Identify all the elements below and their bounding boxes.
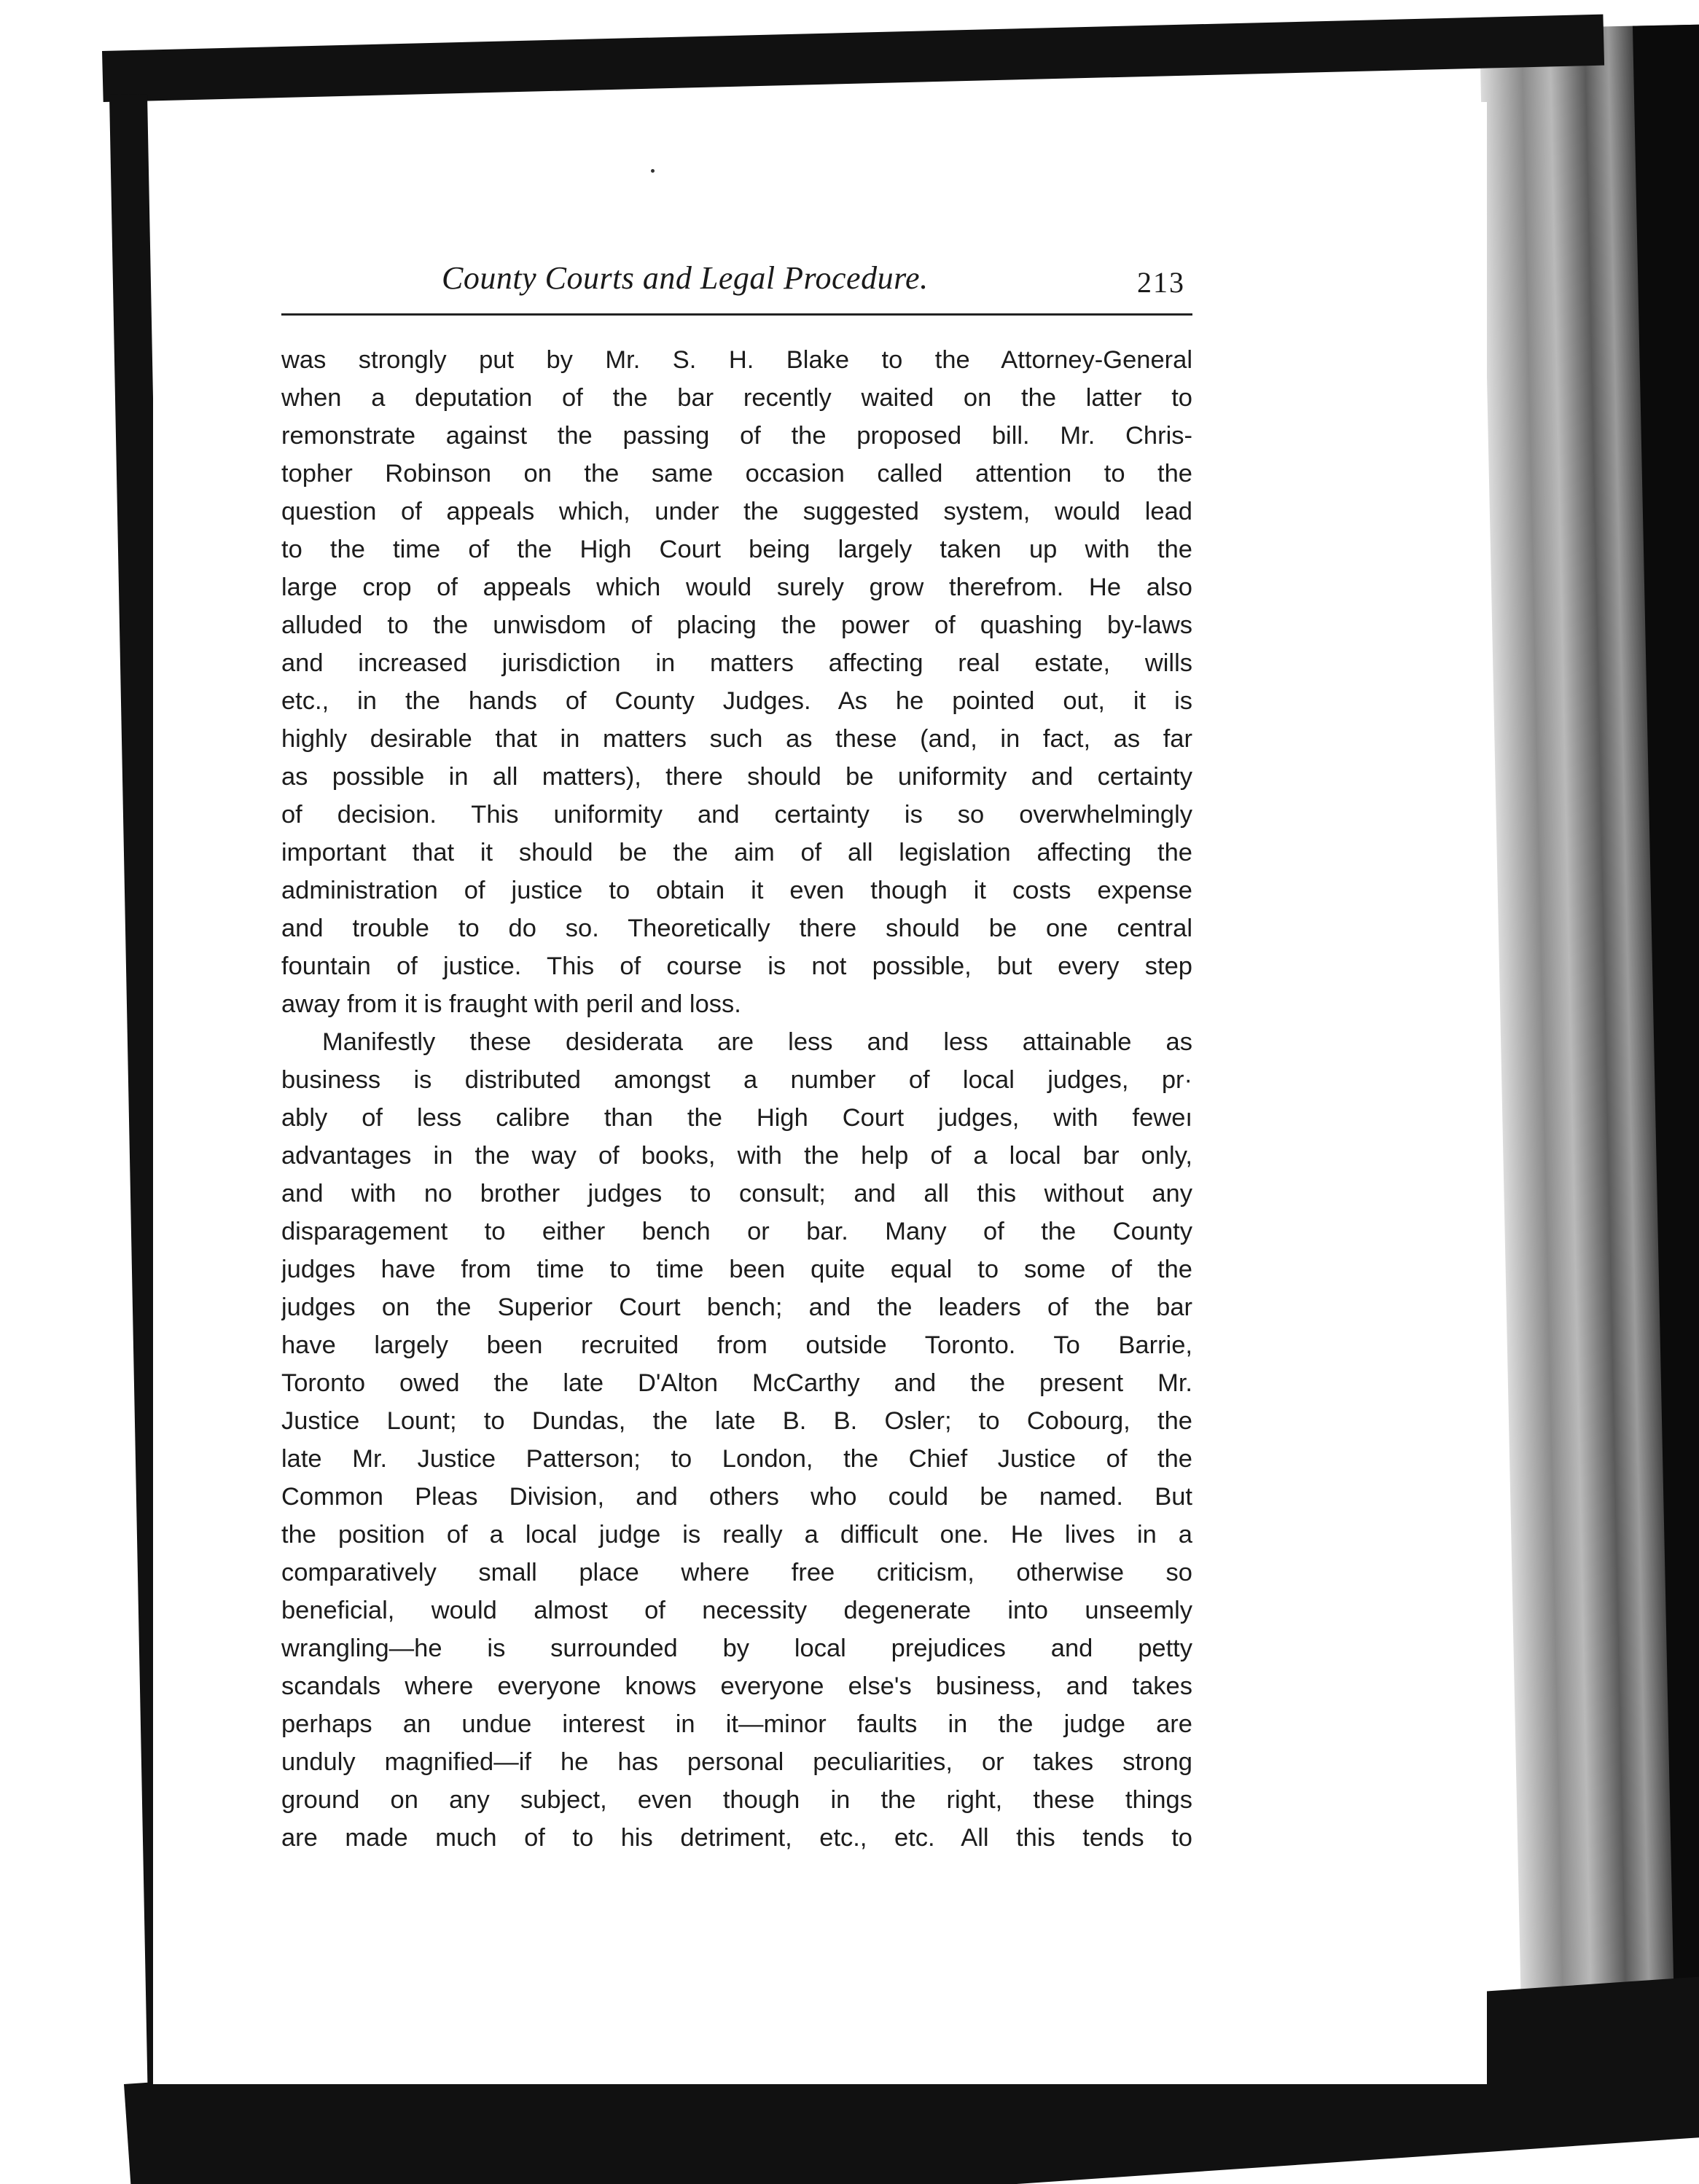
text-line: and with no brother judges to consult; and all this without any [281, 1180, 1192, 1208]
text-line: highly desirable that in matters such as these (and, in fact, as far [281, 725, 1192, 753]
text-line: advantages in the way of books, with the help of a local bar only, [281, 1142, 1192, 1170]
text-line: topher Robinson on the same occasion called attention to the [281, 460, 1192, 488]
paragraph-start-line: Manifestly these desiderata are less and less attainable as [322, 1028, 1192, 1056]
text-line: unduly magnified—if he has personal peculiarities, or takes strong [281, 1748, 1192, 1776]
text-line: alluded to the unwisdom of placing the power of quashing by-laws [281, 611, 1192, 639]
text-line: fountain of justice. This of course is not possible, but every step [281, 952, 1192, 980]
body-text [281, 341, 1192, 1857]
text-line: when a deputation of the bar recently waited on the latter to [281, 384, 1192, 412]
text-line: business is distributed amongst a number of local judges, pr· [281, 1066, 1192, 1094]
text-line: beneficial, would almost of necessity degenerate into unseemly [281, 1597, 1192, 1624]
text-line: to the time of the High Court being largely taken up with the [281, 536, 1192, 563]
text-line: etc., in the hands of County Judges. As he pointed out, it is [281, 687, 1192, 715]
text-line: of decision. This uniformity and certainty is so overwhelmingly [281, 801, 1192, 829]
text-line: have largely been recruited from outside Toronto. To Barrie, [281, 1331, 1192, 1359]
text-line: comparatively small place where free criticism, otherwise so [281, 1559, 1192, 1586]
text-line: are made much of to his detriment, etc., etc. All this tends to [281, 1824, 1192, 1852]
running-head [281, 255, 1192, 316]
text-line: disparagement to either bench or bar. Many of the County [281, 1218, 1192, 1245]
text-line: away from it is fraught with peril and loss. [281, 990, 741, 1018]
text-line: Common Pleas Division, and others who could be named. But [281, 1483, 1192, 1511]
text-line: and trouble to do so. Theoretically there should be one central [281, 915, 1192, 942]
text-line: and increased jurisdiction in matters affecting real estate, wills [281, 649, 1192, 677]
text-line: was strongly put by Mr. S. H. Blake to the Attorney-General [281, 346, 1192, 374]
text-line: large crop of appeals which would surely grow therefrom. He also [281, 574, 1192, 601]
text-line: perhaps an undue interest in it—minor faults in the judge are [281, 1710, 1192, 1738]
top-scan-border [102, 15, 1604, 102]
text-line: ground on any subject, even though in the right, these things [281, 1786, 1192, 1814]
running-head-title: County Courts and Legal Procedure. [442, 260, 929, 296]
text-line: question of appeals which, under the suggested system, would lead [281, 498, 1192, 525]
page-number: 213 [1137, 266, 1185, 299]
text-line: important that it should be the aim of all legislation affecting the [281, 839, 1192, 866]
text-line: Toronto owed the late D'Alton McCarthy and the present Mr. [281, 1369, 1192, 1397]
text-line: the position of a local judge is really a difficult one. He lives in a [281, 1521, 1192, 1549]
ink-speck [651, 169, 655, 173]
text-line: late Mr. Justice Patterson; to London, the Chief Justice of the [281, 1445, 1192, 1473]
text-line: judges have from time to time been quite equal to some of the [281, 1256, 1192, 1283]
text-line: as possible in all matters), there should be uniformity and certainty [281, 763, 1192, 791]
text-line: remonstrate against the passing of the proposed bill. Mr. Chris- [281, 422, 1192, 450]
text-line: ably of less calibre than the High Court judges, with feweı [281, 1104, 1192, 1132]
text-line: scandals where everyone knows everyone else's business, and takes [281, 1672, 1192, 1700]
text-line: wrangling—he is surrounded by local prejudices and petty [281, 1635, 1192, 1662]
text-line: Justice Lount; to Dundas, the late B. B. Osler; to Cobourg, the [281, 1407, 1192, 1435]
text-line: judges on the Superior Court bench; and the leaders of the bar [281, 1293, 1192, 1321]
text-line: administration of justice to obtain it even though it costs expense [281, 877, 1192, 904]
book-page-edges [1480, 24, 1699, 2105]
